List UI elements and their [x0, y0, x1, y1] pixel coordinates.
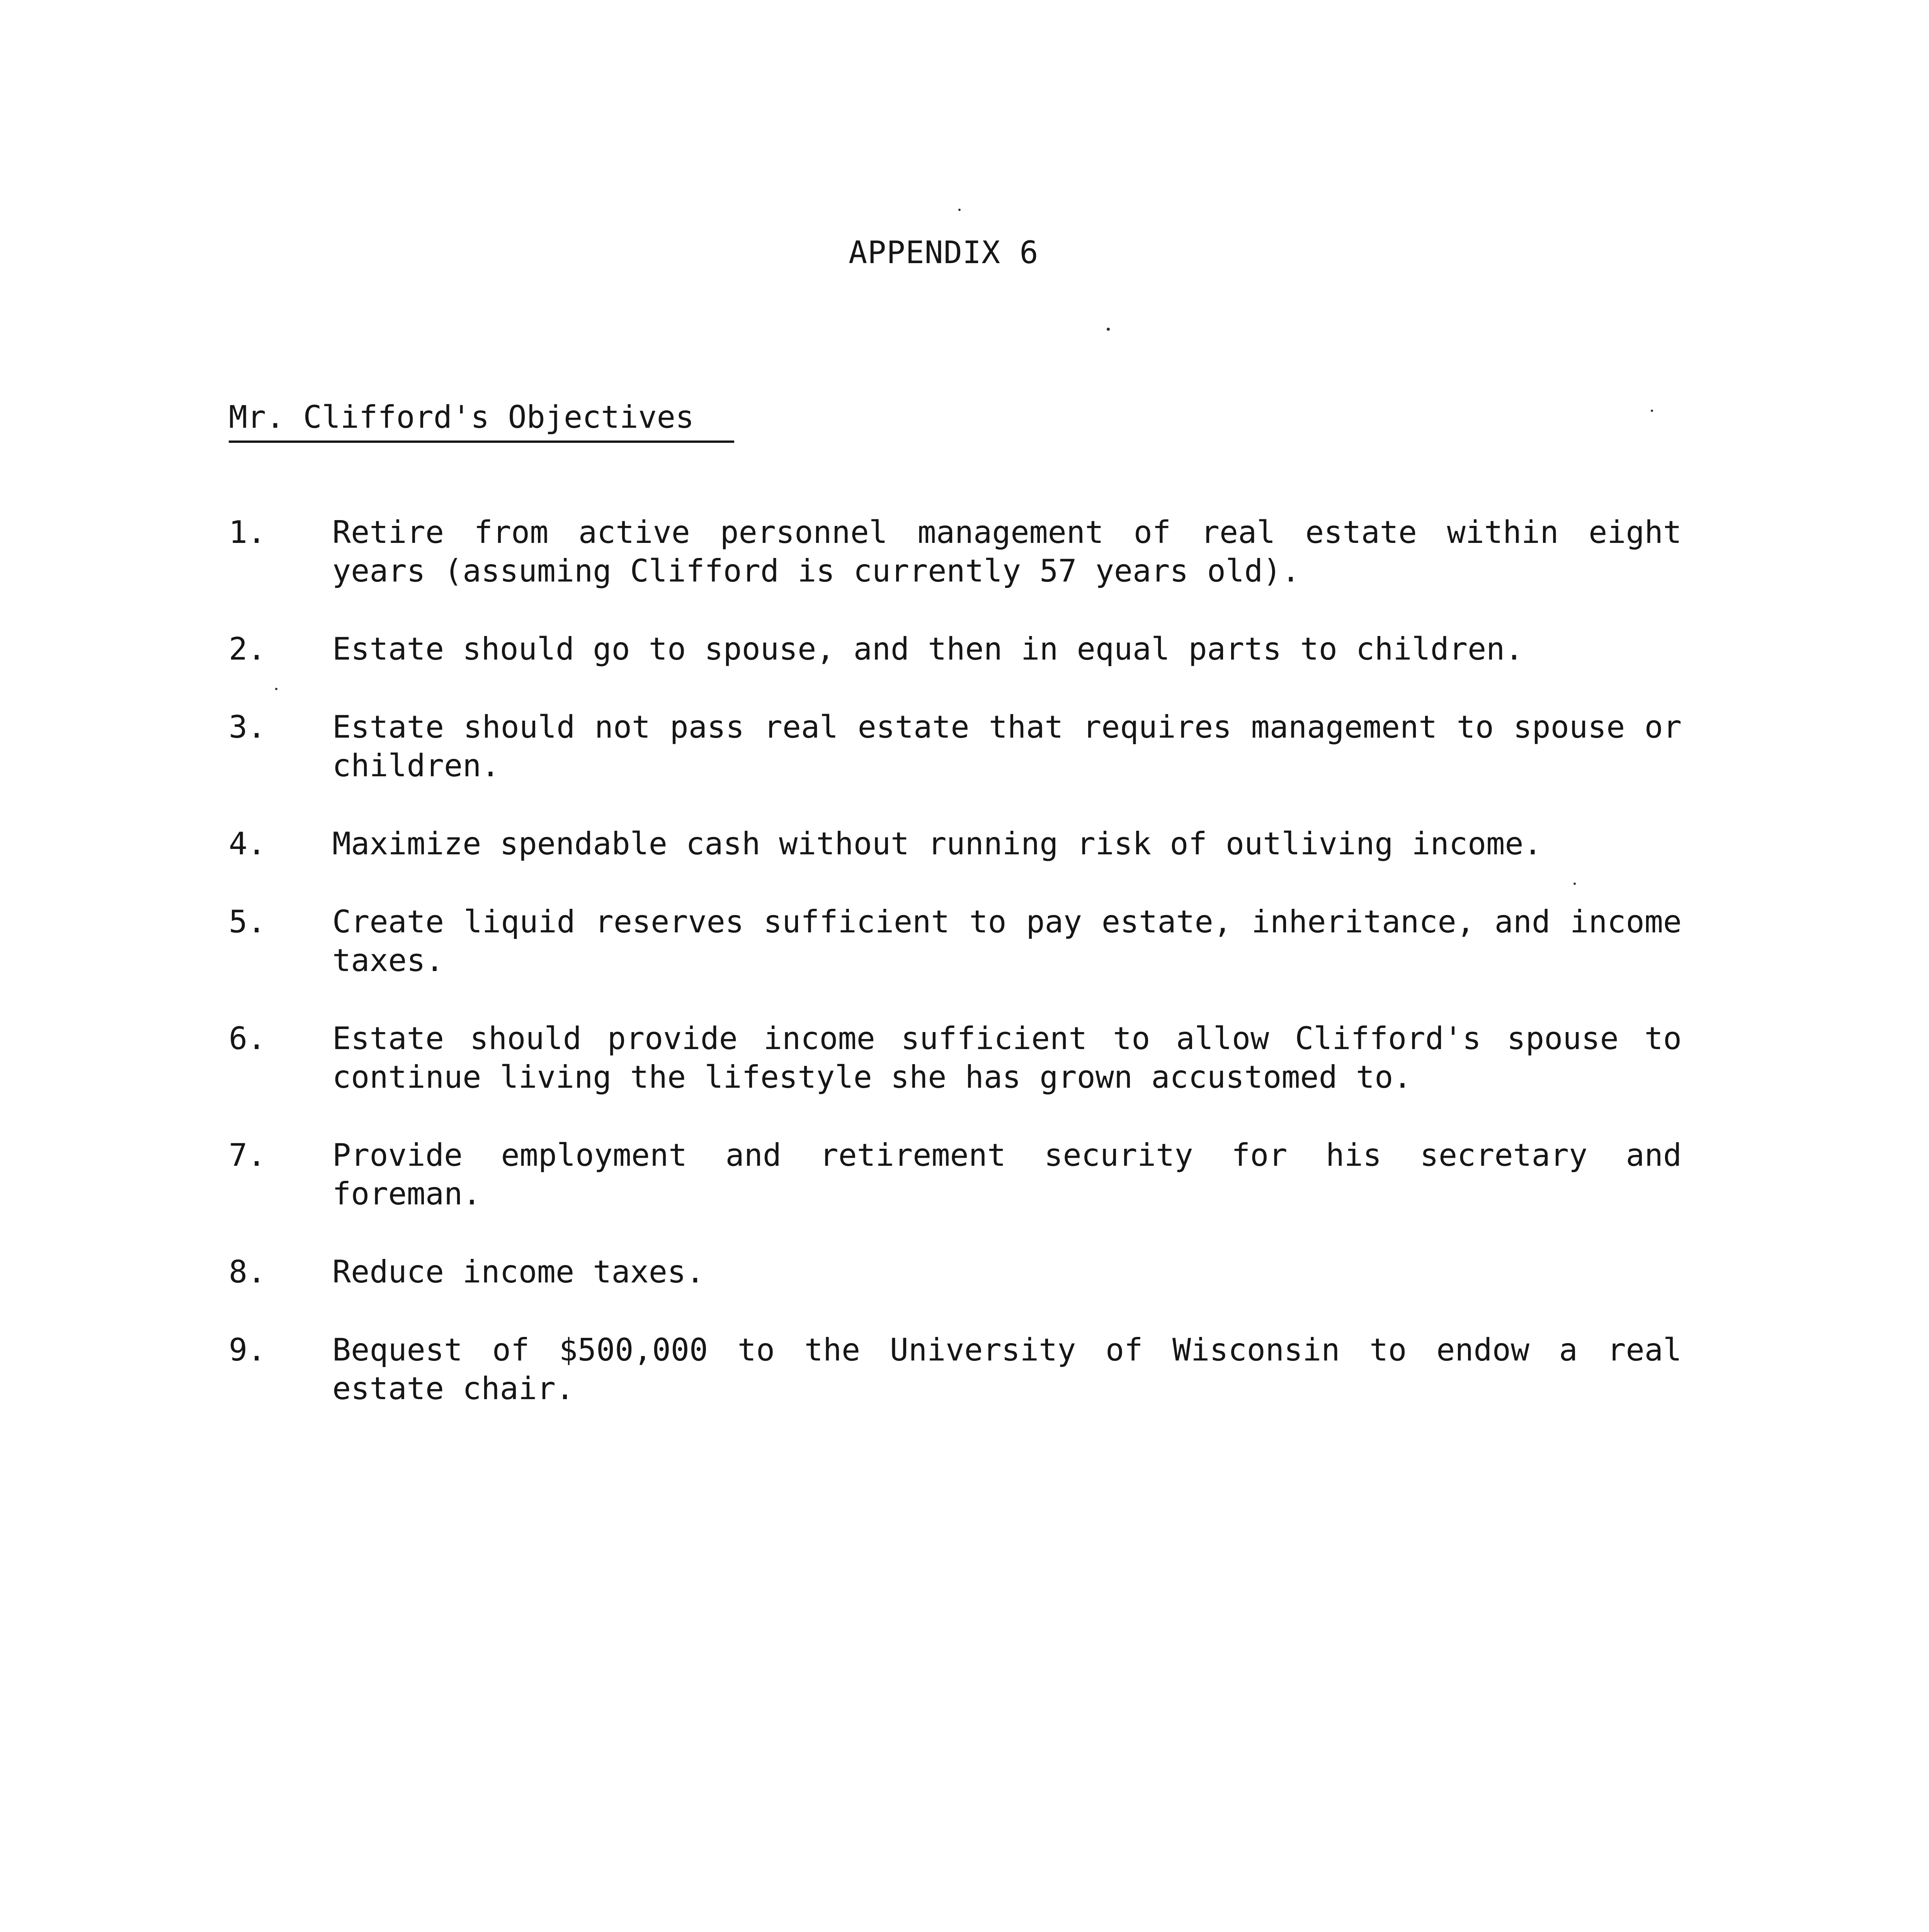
page-title: APPENDIX 6: [849, 235, 1039, 270]
item-text: Estate should provide income sufficient to allow Clifford's spouse to continue living the lifestyle she has grown accustomed to.: [332, 1020, 1682, 1095]
list-item: [229, 1019, 1682, 1097]
list-item: [229, 903, 1682, 980]
item-text: Maximize spendable cash without running risk of outliving income.: [332, 826, 1542, 862]
scan-speck: [958, 209, 961, 211]
item-text: Provide employment and retirement security for his secretary and foreman.: [332, 1137, 1682, 1212]
item-text: Retire from active personnel management of real estate within eight years (assuming Clifford is currently 57 years old).: [332, 514, 1682, 589]
item-number: 7.: [229, 1137, 266, 1173]
item-number: 6.: [229, 1020, 266, 1056]
list-item: [229, 1136, 1682, 1213]
scan-speck: [1107, 328, 1110, 331]
list-item: [229, 1331, 1682, 1408]
item-text: Bequest of $500,000 to the University of Wisconsin to endow a real estate chair.: [332, 1332, 1682, 1406]
list-item: [229, 708, 1682, 785]
item-number: 3.: [229, 709, 266, 745]
scan-speck: [1651, 410, 1653, 412]
item-text: Estate should not pass real estate that requires management to spouse or children.: [332, 709, 1682, 784]
item-number: 1.: [229, 514, 266, 550]
list-item: [229, 513, 1682, 590]
objectives-list: [229, 513, 1682, 1447]
heading-underline: [229, 440, 734, 443]
item-number: 8.: [229, 1254, 266, 1290]
item-number: 2.: [229, 631, 266, 667]
list-item: [229, 630, 1682, 668]
item-text: Estate should go to spouse, and then in equal parts to children.: [332, 631, 1524, 667]
list-item: [229, 1253, 1682, 1291]
item-text: Create liquid reserves sufficient to pay estate, inheritance, and income taxes.: [332, 904, 1682, 978]
section-heading: Mr. Clifford's Objectives: [229, 399, 694, 435]
item-number: 5.: [229, 904, 266, 940]
item-text: Reduce income taxes.: [332, 1254, 705, 1290]
item-number: 4.: [229, 826, 266, 862]
list-item: [229, 825, 1682, 863]
item-number: 9.: [229, 1332, 266, 1368]
